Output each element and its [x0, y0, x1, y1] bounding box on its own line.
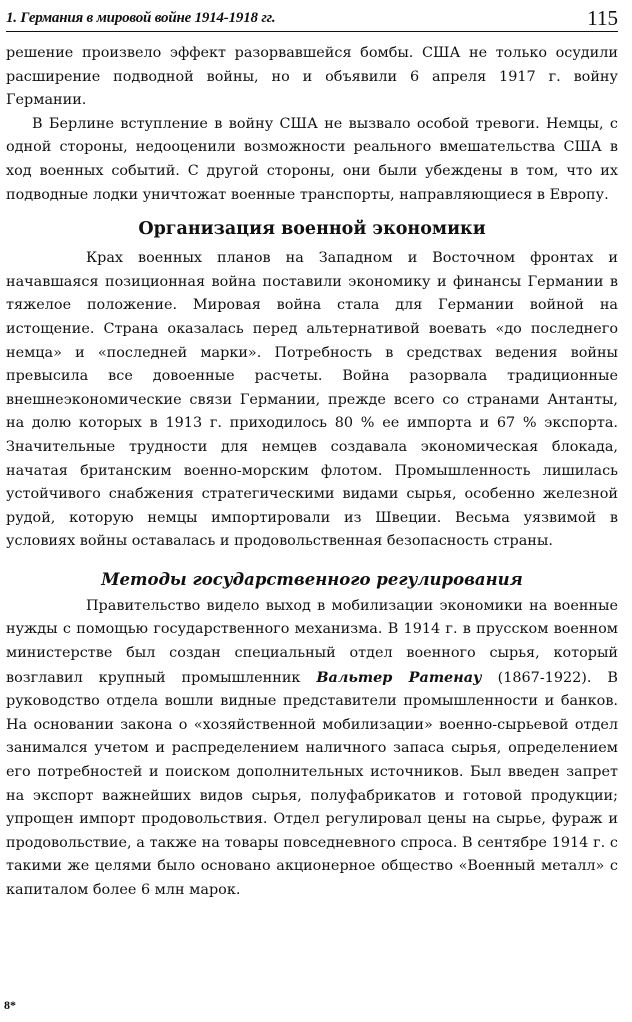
- subsection-heading-state-regulation: Методы государственного регулирования: [101, 569, 523, 589]
- section-heading-war-economy: Организация военной экономики: [138, 219, 486, 240]
- paragraph-berlin: В Берлине вступление в войну США не вызвало особой тревоги. Немцы, с одной стороны, недооценили возможности реального вмешательства США в ход военных событий. С другой стороны, они были убеждены в том, что их подводные лодки уничтожат военные транспорты, направляющиеся в Европу.: [6, 115, 618, 203]
- running-head: 1. Германия в мировой войне 1914-1918 гг.: [6, 10, 276, 26]
- person-name-rathenau: Вальтер Ратенау: [316, 668, 482, 686]
- paragraph-text-part: (1867-1922). В руководство отдела вошли видные представители промышленности и банков. На основании закона о «хозяйственной мобилизации» военно-сырьевой отдел занимался учетом и распределением наличного запаса сырья, определением его потребностей и поиском дополнительных источников. Был введен запрет на экспорт важнейших видов сырья, полуфабрикатов и готовой продукции; упрощен импорт продовольствия. Отдел регулировал цены на сырье, фураж и продовольствие, а также на товары повседневного спроса. В сентябре 1914 г. с такими же целями было основано акционерное общество «Военный металл» с капиталом более 6 млн марок.: [6, 669, 619, 898]
- paragraph-war-economy: Крах военных планов на Западном и Восточном фронтах и начавшаяся позиционная война поставили экономику и финансы Германии в тяжелое положение. Мировая война стала для Германии войной на истощение. Страна оказалась перед альтернативой воевать «до последнего немца» и «последней марки». Потребность в средствах ведения войны превысила все довоенные расчеты. Война разорвала традиционные внешнеэкономические связи Германии, прежде всего со странами Антанты, на долю которых в 1913 г. приходилось 80 % ее импорта и 67 % экспорта. Значительные трудности для немцев создавала экономическая блокада, начатая британским военно-морским флотом. Промышленность лишилась устойчивого снабжения стратегическими видами сырья, особенно железной рудой, которую немцы импортировали из Швеции. Весьма уязвимой в условиях войны оставалась и продовольственная безопасность страны.: [6, 250, 618, 550]
- paragraph-continued: решение произвело эффект разорвавшейся бомбы. США не только осудили расширение подводной войны, но и объявили 6 апреля 1917 г. войну Германии.: [6, 45, 618, 109]
- page-header: [6, 6, 618, 30]
- printer-signature-mark: 8*: [4, 998, 16, 1012]
- page-number: 115: [587, 6, 618, 30]
- paragraph-text-part: Правительство видело выход в мобилизации экономики на военные нужды с помощью государственного механизма. В 1914 г. в прусском военном министерстве был создан специальный отдел военного сырья, который возглавил крупный промышленник: [6, 597, 618, 686]
- paragraph-state-regulation: [6, 595, 618, 903]
- header-rule: [6, 31, 618, 32]
- body-text: [6, 42, 618, 903]
